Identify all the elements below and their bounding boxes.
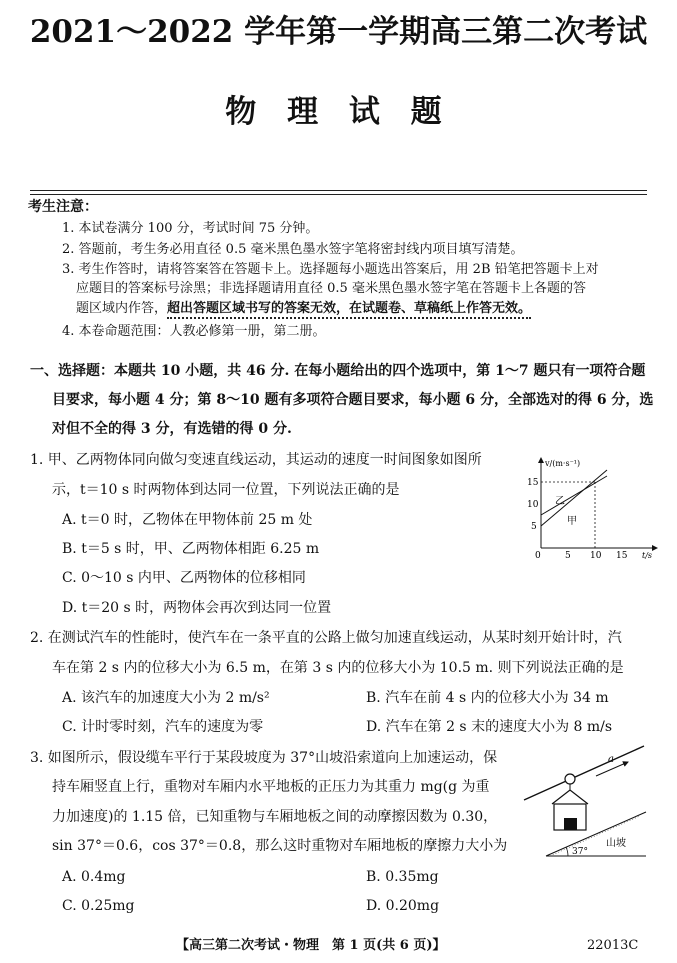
graph-ytick-5: 5 <box>531 522 537 532</box>
notice-item-1: 1. 本试卷满分 100 分，考试时间 75 分钟。 <box>62 221 319 236</box>
notice-item-2: 2. 答题前，考生务必用直径 0.5 毫米黑色墨水签字笔将密封线内项目填写清楚。 <box>62 242 524 257</box>
q3-stem-1: 3. 如图所示，假设缆车平行于某段坡度为 37°山坡沿索道向上加速运动，保 <box>30 750 498 766</box>
angle-label: 37° <box>572 847 588 857</box>
exam-title: 2021～2022 学年第一学期高三第二次考试 <box>29 14 648 50</box>
cable-line <box>524 746 644 800</box>
q2-option-b: B. 汽车在前 4 s 内的位移大小为 34 m <box>366 690 609 706</box>
graph-label-yi: 乙 <box>555 496 565 507</box>
q1-option-c: C. 0～10 s 内甲、乙两物体的位移相同 <box>62 570 306 586</box>
q1-option-b: B. t＝5 s 时，甲、乙两物体相距 6.25 m <box>62 541 320 557</box>
graph-ytick-10: 10 <box>527 500 539 510</box>
notice-item-3-tail: 题区域内作答， <box>76 301 168 316</box>
weight-block <box>564 818 577 830</box>
notice-item-3-cont2 <box>76 299 531 318</box>
q1-vt-graph <box>515 452 665 562</box>
notice-item-3-cont: 应题目的答案标号涂黑；非选择题请用直径 0.5 毫米黑色墨水签字笔在答题卡上各题的答 <box>76 281 586 296</box>
subject-title: 物 理 试 题 <box>225 94 452 130</box>
graph-xtick-15: 15 <box>616 551 628 561</box>
q1-option-a: A. t＝0 时，乙物体在甲物体前 25 m 处 <box>62 512 313 528</box>
q3-cablecar-figure <box>520 744 650 860</box>
notice-item-3: 3. 考生作答时，请将答案答在答题卡上。选择题每小题选出答案后，用 2B 铅笔把答题卡上对 <box>62 262 599 277</box>
q2-option-a: A. 该汽车的加速度大小为 2 m/s² <box>62 690 270 706</box>
divider-top-thin <box>30 194 647 195</box>
q3-stem-2: 持车厢竖直上行，重物对车厢内水平地板的正压力为其重力 mg(g 为重 <box>52 779 490 795</box>
footer-code: 22013C <box>587 938 639 953</box>
slope-label: 山坡 <box>606 838 626 849</box>
notice-warning: 超出答题区域书写的答案无效，在试题卷、草稿纸上作答无效。 <box>167 301 531 319</box>
accel-label: a <box>608 754 614 765</box>
notice-heading: 考生注意： <box>28 199 98 215</box>
section1-line-3: 对但不全的得 3 分，有选错的得 0 分. <box>52 421 292 437</box>
q1-option-d: D. t＝20 s 时，两物体会再次到达同一位置 <box>62 600 332 616</box>
q3-option-c: C. 0.25mg <box>62 898 135 914</box>
divider-top <box>30 190 647 191</box>
q2-stem-2: 车在第 2 s 内的位移大小为 6.5 m，在第 3 s 内的位移大小为 10.5 m. 则下列说法正确的是 <box>52 660 624 676</box>
graph-xlabel: t/s <box>642 551 653 560</box>
graph-ytick-15: 15 <box>527 478 539 488</box>
footer-page-info: 【高三第二次考试・物理 第 1 页(共 6 页)】 <box>176 938 446 953</box>
q2-option-c: C. 计时零时刻，汽车的速度为零 <box>62 719 264 735</box>
q3-stem-4: sin 37°＝0.6，cos 37°＝0.8，那么这时重物对车厢地板的摩擦力大小为 <box>52 838 508 854</box>
q3-option-b: B. 0.35mg <box>366 869 439 885</box>
notice-item-4: 4. 本卷命题范围：人教必修第一册，第二册。 <box>62 324 326 339</box>
q3-option-a: A. 0.4mg <box>62 869 126 885</box>
cabin-roof <box>552 790 588 804</box>
section1-line-2: 目要求，每小题 4 分；第 8～10 题有多项符合题目要求，每小题 6 分，全部选对的得 6 分，选 <box>52 392 654 408</box>
q3-stem-3: 力加速度)的 1.15 倍，已知重物与车厢地板之间的动摩擦因数为 0.30， <box>52 809 498 825</box>
section1-line-1: 一、选择题：本题共 10 小题，共 46 分. 在每小题给出的四个选项中，第 1～7 题只有一项符合题 <box>30 363 646 379</box>
q2-stem-1: 2. 在测试汽车的性能时，使汽车在一条平直的公路上做匀加速直线运动，从某时刻开始计时，汽 <box>30 630 622 646</box>
graph-label-jia: 甲 <box>567 516 577 527</box>
q1-stem-1: 1. 甲、乙两物体同向做匀变速直线运动，其运动的速度一时间图象如图所 <box>30 452 482 468</box>
q2-option-d: D. 汽车在第 2 s 末的速度大小为 8 m/s <box>366 719 613 735</box>
q1-stem-2: 示，t＝10 s 时两物体到达同一位置，下列说法正确的是 <box>52 482 400 498</box>
q3-option-d: D. 0.20mg <box>366 898 440 914</box>
graph-xtick-0: 0 <box>535 551 541 561</box>
graph-ylabel: v/(m·s⁻¹) <box>545 459 581 468</box>
pulley-icon <box>565 774 575 784</box>
graph-xtick-10: 10 <box>590 551 602 561</box>
graph-xtick-5: 5 <box>565 551 571 561</box>
